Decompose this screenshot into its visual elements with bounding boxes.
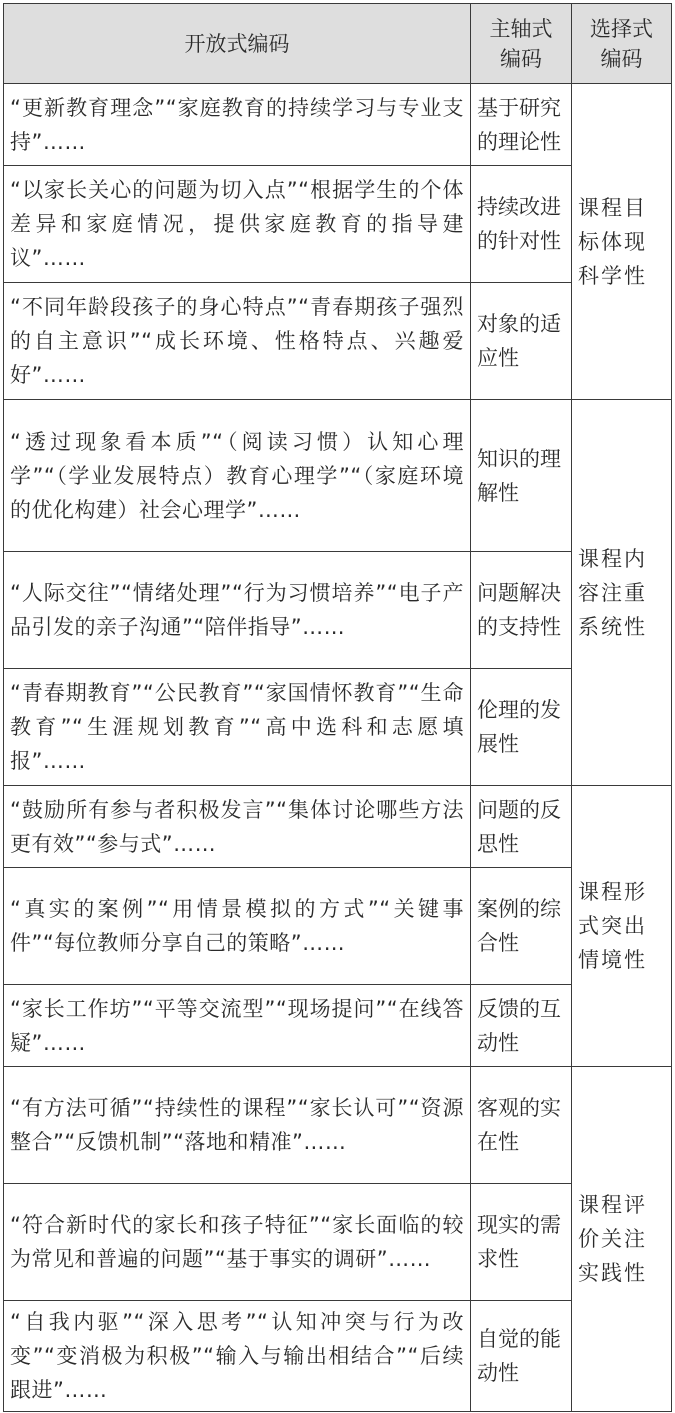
table-row (4, 669, 672, 786)
open-coding-cell: “自我内驱”“深入思考”“认知冲突与行为改变”“变消极为积极”“输入与输出相结合”“后续跟进”…… (4, 1301, 471, 1412)
open-coding-cell: “不同年龄段孩子的身心特点”“青春期孩子强烈的自主意识”“成长环境、性格特点、兴趣爱好”…… (4, 283, 471, 400)
selective-coding-cell: 课程目标体现科学性 (572, 84, 672, 400)
axial-coding-cell: 案例的综合性 (471, 868, 572, 985)
table-row (4, 1301, 672, 1412)
axial-coding-cell: 问题解决的支持性 (471, 552, 572, 669)
table-row (4, 283, 672, 400)
open-coding-cell: “家长工作坊”“平等交流型”“现场提问”“在线答疑”…… (4, 985, 471, 1067)
open-coding-cell: “人际交往”“情绪处理”“行为习惯培养”“电子产品引发的亲子沟通”“陪伴指导”…… (4, 552, 471, 669)
header-axial-coding-text: 主轴式 编码 (489, 16, 553, 71)
axial-coding-cell: 持续改进的针对性 (471, 166, 572, 283)
axial-coding-cell: 伦理的发展性 (471, 669, 572, 786)
table-row (4, 552, 672, 669)
open-coding-cell: “真实的案例”“用情景模拟的方式”“关键事件”“每位教师分享自己的策略”…… (4, 868, 471, 985)
table-row (4, 786, 672, 868)
open-coding-cell: “更新教育理念”“家庭教育的持续学习与专业支持”…… (4, 84, 471, 166)
axial-coding-cell: 基于研究的理论性 (471, 84, 572, 166)
table-row (4, 1184, 672, 1301)
header-row (4, 4, 672, 84)
open-coding-cell: “透过现象看本质”“（阅读习惯）认知心理学”“（学业发展特点）教育心理学”“（家庭环境的优化构建）社会心理学”…… (4, 400, 471, 552)
selective-coding-cell: 课程内容注重系统性 (572, 400, 672, 786)
open-coding-cell: “有方法可循”“持续性的课程”“家长认可”“资源整合”“反馈机制”“落地和精准”…… (4, 1067, 471, 1184)
table-row (4, 84, 672, 166)
axial-coding-cell: 客观的实在性 (471, 1067, 572, 1184)
header-selective-coding (572, 4, 672, 84)
axial-coding-cell: 现实的需求性 (471, 1184, 572, 1301)
axial-coding-cell: 知识的理解性 (471, 400, 572, 552)
table-row (4, 1067, 672, 1184)
table-row (4, 400, 672, 552)
open-coding-cell: “符合新时代的家长和孩子特征”“家长面临的较为常见和普遍的问题”“基于事实的调研”…… (4, 1184, 471, 1301)
open-coding-cell: “以家长关心的问题为切入点”“根据学生的个体差异和家庭情况，提供家庭教育的指导建议”…… (4, 166, 471, 283)
selective-coding-cell: 课程形式突出情境性 (572, 786, 672, 1067)
header-open-coding: 开放式编码 (4, 4, 471, 84)
axial-coding-cell: 对象的适应性 (471, 283, 572, 400)
header-selective-coding-text: 选择式 编码 (590, 16, 653, 71)
table-row (4, 985, 672, 1067)
selective-coding-cell: 课程评价关注实践性 (572, 1067, 672, 1412)
axial-coding-cell: 自觉的能动性 (471, 1301, 572, 1412)
open-coding-cell: “青春期教育”“公民教育”“家国情怀教育”“生命教育”“生涯规划教育”“高中选科和志愿填报”…… (4, 669, 471, 786)
coding-table (3, 3, 672, 1412)
header-axial-coding (471, 4, 572, 84)
axial-coding-cell: 反馈的互动性 (471, 985, 572, 1067)
open-coding-cell: “鼓励所有参与者积极发言”“集体讨论哪些方法更有效”“参与式”…… (4, 786, 471, 868)
table-row (4, 868, 672, 985)
axial-coding-cell: 问题的反思性 (471, 786, 572, 868)
table-row (4, 166, 672, 283)
